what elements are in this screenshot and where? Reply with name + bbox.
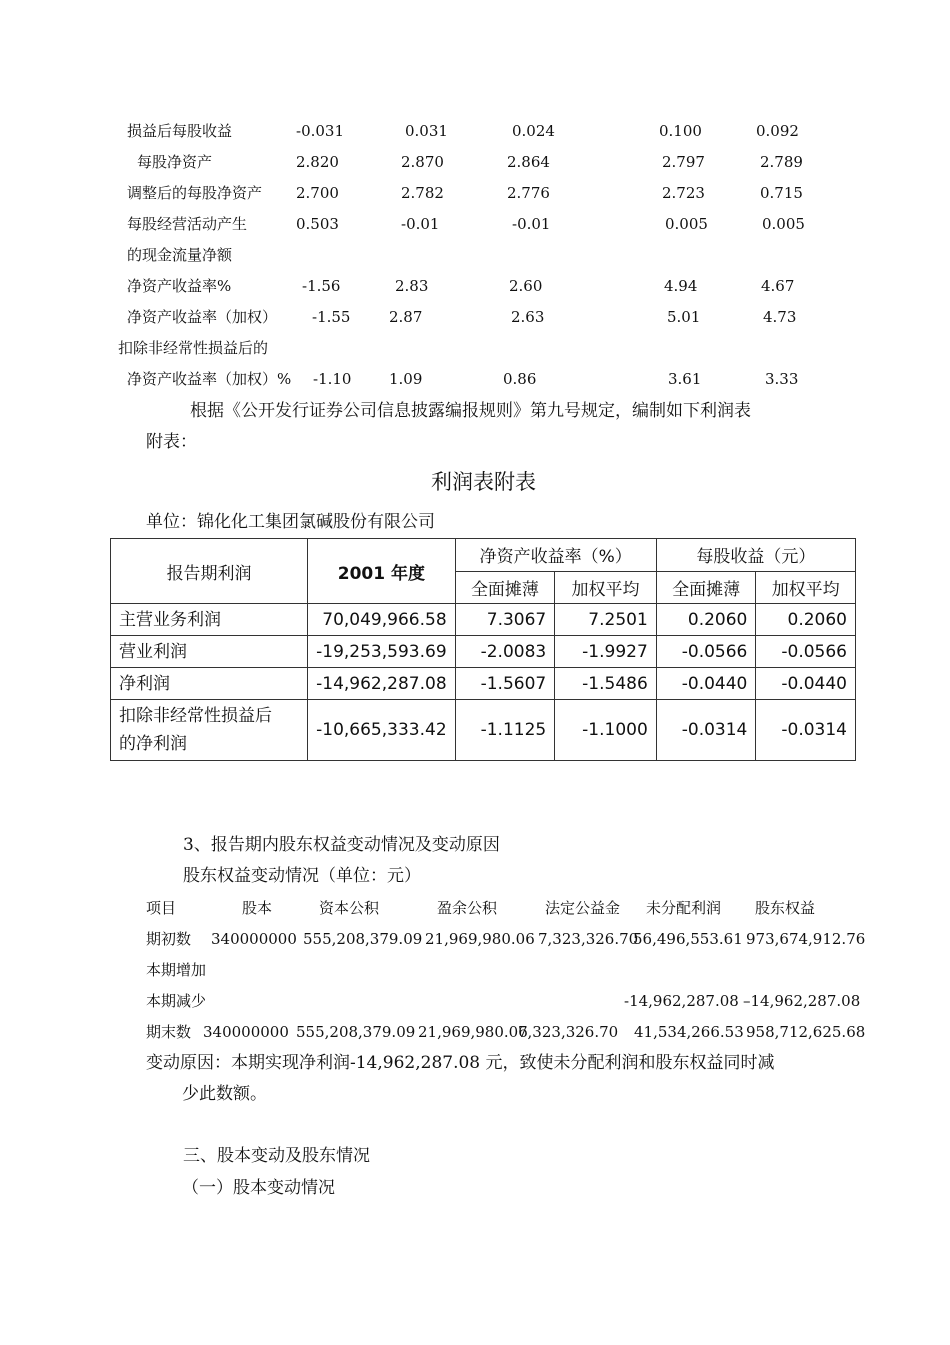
value: 4.67 [761, 277, 795, 295]
cell: -1.9927 [555, 636, 657, 668]
cell: -0.0566 [656, 636, 756, 668]
equity-value: 21,969,980.06 [418, 1023, 528, 1041]
reason-line: 少此数额。 [182, 1084, 267, 1104]
value: 0.005 [665, 215, 708, 233]
paragraph-line: 根据《公开发行证券公司信息披露编报规则》第九号规定，编制如下利润表 [190, 401, 751, 421]
equity-value: 555,208,379.09 [296, 1023, 416, 1041]
value: -0.01 [401, 215, 440, 233]
row-label-line: 扣除非经常性损益后 [119, 706, 272, 726]
header-cell: 报告期利润 [111, 539, 308, 604]
value: 2.776 [507, 184, 550, 202]
section-subheading: （一）股本变动情况 [182, 1178, 335, 1198]
table-row [111, 668, 856, 700]
table-row [111, 604, 856, 636]
row-label: 每股净资产 [137, 153, 213, 171]
row-label: 净资产收益率（加权） [127, 308, 278, 326]
value: 5.01 [667, 308, 701, 326]
row-label: 营业利润 [111, 636, 308, 668]
value: 3.33 [765, 370, 799, 388]
equity-value: 7,323,326.70 [538, 930, 639, 948]
row-label: 净资产收益率% [127, 277, 232, 295]
value: 2.782 [401, 184, 444, 202]
table-unit: 单位：锦化化工集团氯碱股份有限公司 [146, 512, 435, 532]
value: 0.715 [760, 184, 803, 202]
paragraph-line: 附表： [146, 432, 197, 452]
value: 2.60 [509, 277, 543, 295]
value: 0.092 [756, 122, 799, 140]
table-title: 利润表附表 [431, 470, 536, 494]
cell: 7.3067 [455, 604, 555, 636]
header-cell: 加权平均 [555, 571, 657, 604]
cell: -0.0314 [656, 700, 756, 761]
section-subheading: 股东权益变动情况（单位：元） [183, 866, 421, 886]
cell: -1.5607 [455, 668, 555, 700]
profit-table [110, 538, 856, 761]
value: 4.73 [763, 308, 797, 326]
equity-row-label: 期末数 [146, 1023, 192, 1041]
row-label: 的现金流量净额 [127, 246, 233, 264]
cell: 0.2060 [656, 604, 756, 636]
equity-header: 项目 [146, 899, 177, 917]
row-label: 调整后的每股净资产 [127, 184, 263, 202]
header-cell: 全面摊薄 [455, 571, 555, 604]
equity-header: 法定公益金 [545, 899, 621, 917]
value: 2.63 [511, 308, 545, 326]
row-label: 损益后每股收益 [127, 122, 233, 140]
equity-value: 21,969,980.06 [425, 930, 535, 948]
equity-value: 973,674,912.76 [746, 930, 866, 948]
cell: -0.0566 [756, 636, 856, 668]
cell: 0.2060 [756, 604, 856, 636]
equity-value: 7,323,326.70 [518, 1023, 619, 1041]
row-label: 净利润 [111, 668, 308, 700]
header-cell: 全面摊薄 [656, 571, 756, 604]
equity-value: 340000000 [203, 1023, 289, 1041]
equity-value: 958,712,625.68 [746, 1023, 866, 1041]
cell: 7.2501 [555, 604, 657, 636]
row-label: 主营业务利润 [111, 604, 308, 636]
value: 2.723 [662, 184, 705, 202]
value: 2.864 [507, 153, 550, 171]
value: 2.789 [760, 153, 803, 171]
reason-line: 变动原因：本期实现净利润-14,962,287.08 元，致使未分配利润和股东权益同时减 [146, 1053, 775, 1073]
value: 3.61 [668, 370, 702, 388]
header-cell: 每股收益（元） [656, 539, 855, 572]
cell: 70,049,966.58 [308, 604, 456, 636]
cell: -2.0083 [455, 636, 555, 668]
value: 2.797 [662, 153, 705, 171]
cell: -0.0440 [656, 668, 756, 700]
table-row [111, 636, 856, 668]
section-heading: 3、报告期内股东权益变动情况及变动原因 [183, 835, 500, 855]
value: -0.031 [296, 122, 345, 140]
value: 0.86 [503, 370, 537, 388]
equity-value: 41,534,266.53 [634, 1023, 744, 1041]
equity-row-label: 本期减少 [146, 992, 207, 1010]
header-cell: 2001 年度 [308, 539, 456, 604]
value: -1.56 [302, 277, 341, 295]
value: -1.55 [312, 308, 351, 326]
value: 0.031 [405, 122, 448, 140]
equity-header: 未分配利润 [646, 899, 722, 917]
header-cell: 加权平均 [756, 571, 856, 604]
equity-value: 555,208,379.09 [303, 930, 423, 948]
equity-row-label: 期初数 [146, 930, 192, 948]
equity-value: –14,962,287.08 [743, 992, 861, 1010]
row-label: 扣除非经常性损益后的 [118, 339, 269, 357]
equity-header: 股东权益 [755, 899, 816, 917]
cell: -0.0440 [756, 668, 856, 700]
cell: -0.0314 [756, 700, 856, 761]
equity-header: 盈余公积 [437, 899, 498, 917]
row-label: 每股经营活动产生 [127, 215, 248, 233]
value: 0.024 [512, 122, 555, 140]
cell: -14,962,287.08 [308, 668, 456, 700]
value: 0.100 [659, 122, 702, 140]
equity-header: 股本 [242, 899, 273, 917]
value: 2.700 [296, 184, 339, 202]
equity-value: -14,962,287.08 [624, 992, 739, 1010]
equity-header: 资本公积 [319, 899, 380, 917]
table-row [111, 700, 856, 761]
cell: -1.1125 [455, 700, 555, 761]
cell: -1.1000 [555, 700, 657, 761]
value: 0.503 [296, 215, 339, 233]
row-label-line: 的净利润 [119, 734, 187, 754]
section-heading: 三、股本变动及股东情况 [183, 1146, 370, 1166]
cell: -10,665,333.42 [308, 700, 456, 761]
value: 4.94 [664, 277, 698, 295]
value: 2.83 [395, 277, 429, 295]
cell: -1.5486 [555, 668, 657, 700]
value: 1.09 [389, 370, 423, 388]
value: 2.820 [296, 153, 339, 171]
cell: -19,253,593.69 [308, 636, 456, 668]
value: 2.870 [401, 153, 444, 171]
value: 0.005 [762, 215, 805, 233]
header-cell: 净资产收益率（%） [455, 539, 656, 572]
value: -0.01 [512, 215, 551, 233]
value: -1.10 [313, 370, 352, 388]
row-label [111, 700, 308, 761]
equity-row-label: 本期增加 [146, 961, 207, 979]
equity-value: 340000000 [211, 930, 297, 948]
value: 2.87 [389, 308, 423, 326]
row-label: 净资产收益率（加权）% [127, 370, 292, 388]
equity-value: 56,496,553.61 [633, 930, 743, 948]
